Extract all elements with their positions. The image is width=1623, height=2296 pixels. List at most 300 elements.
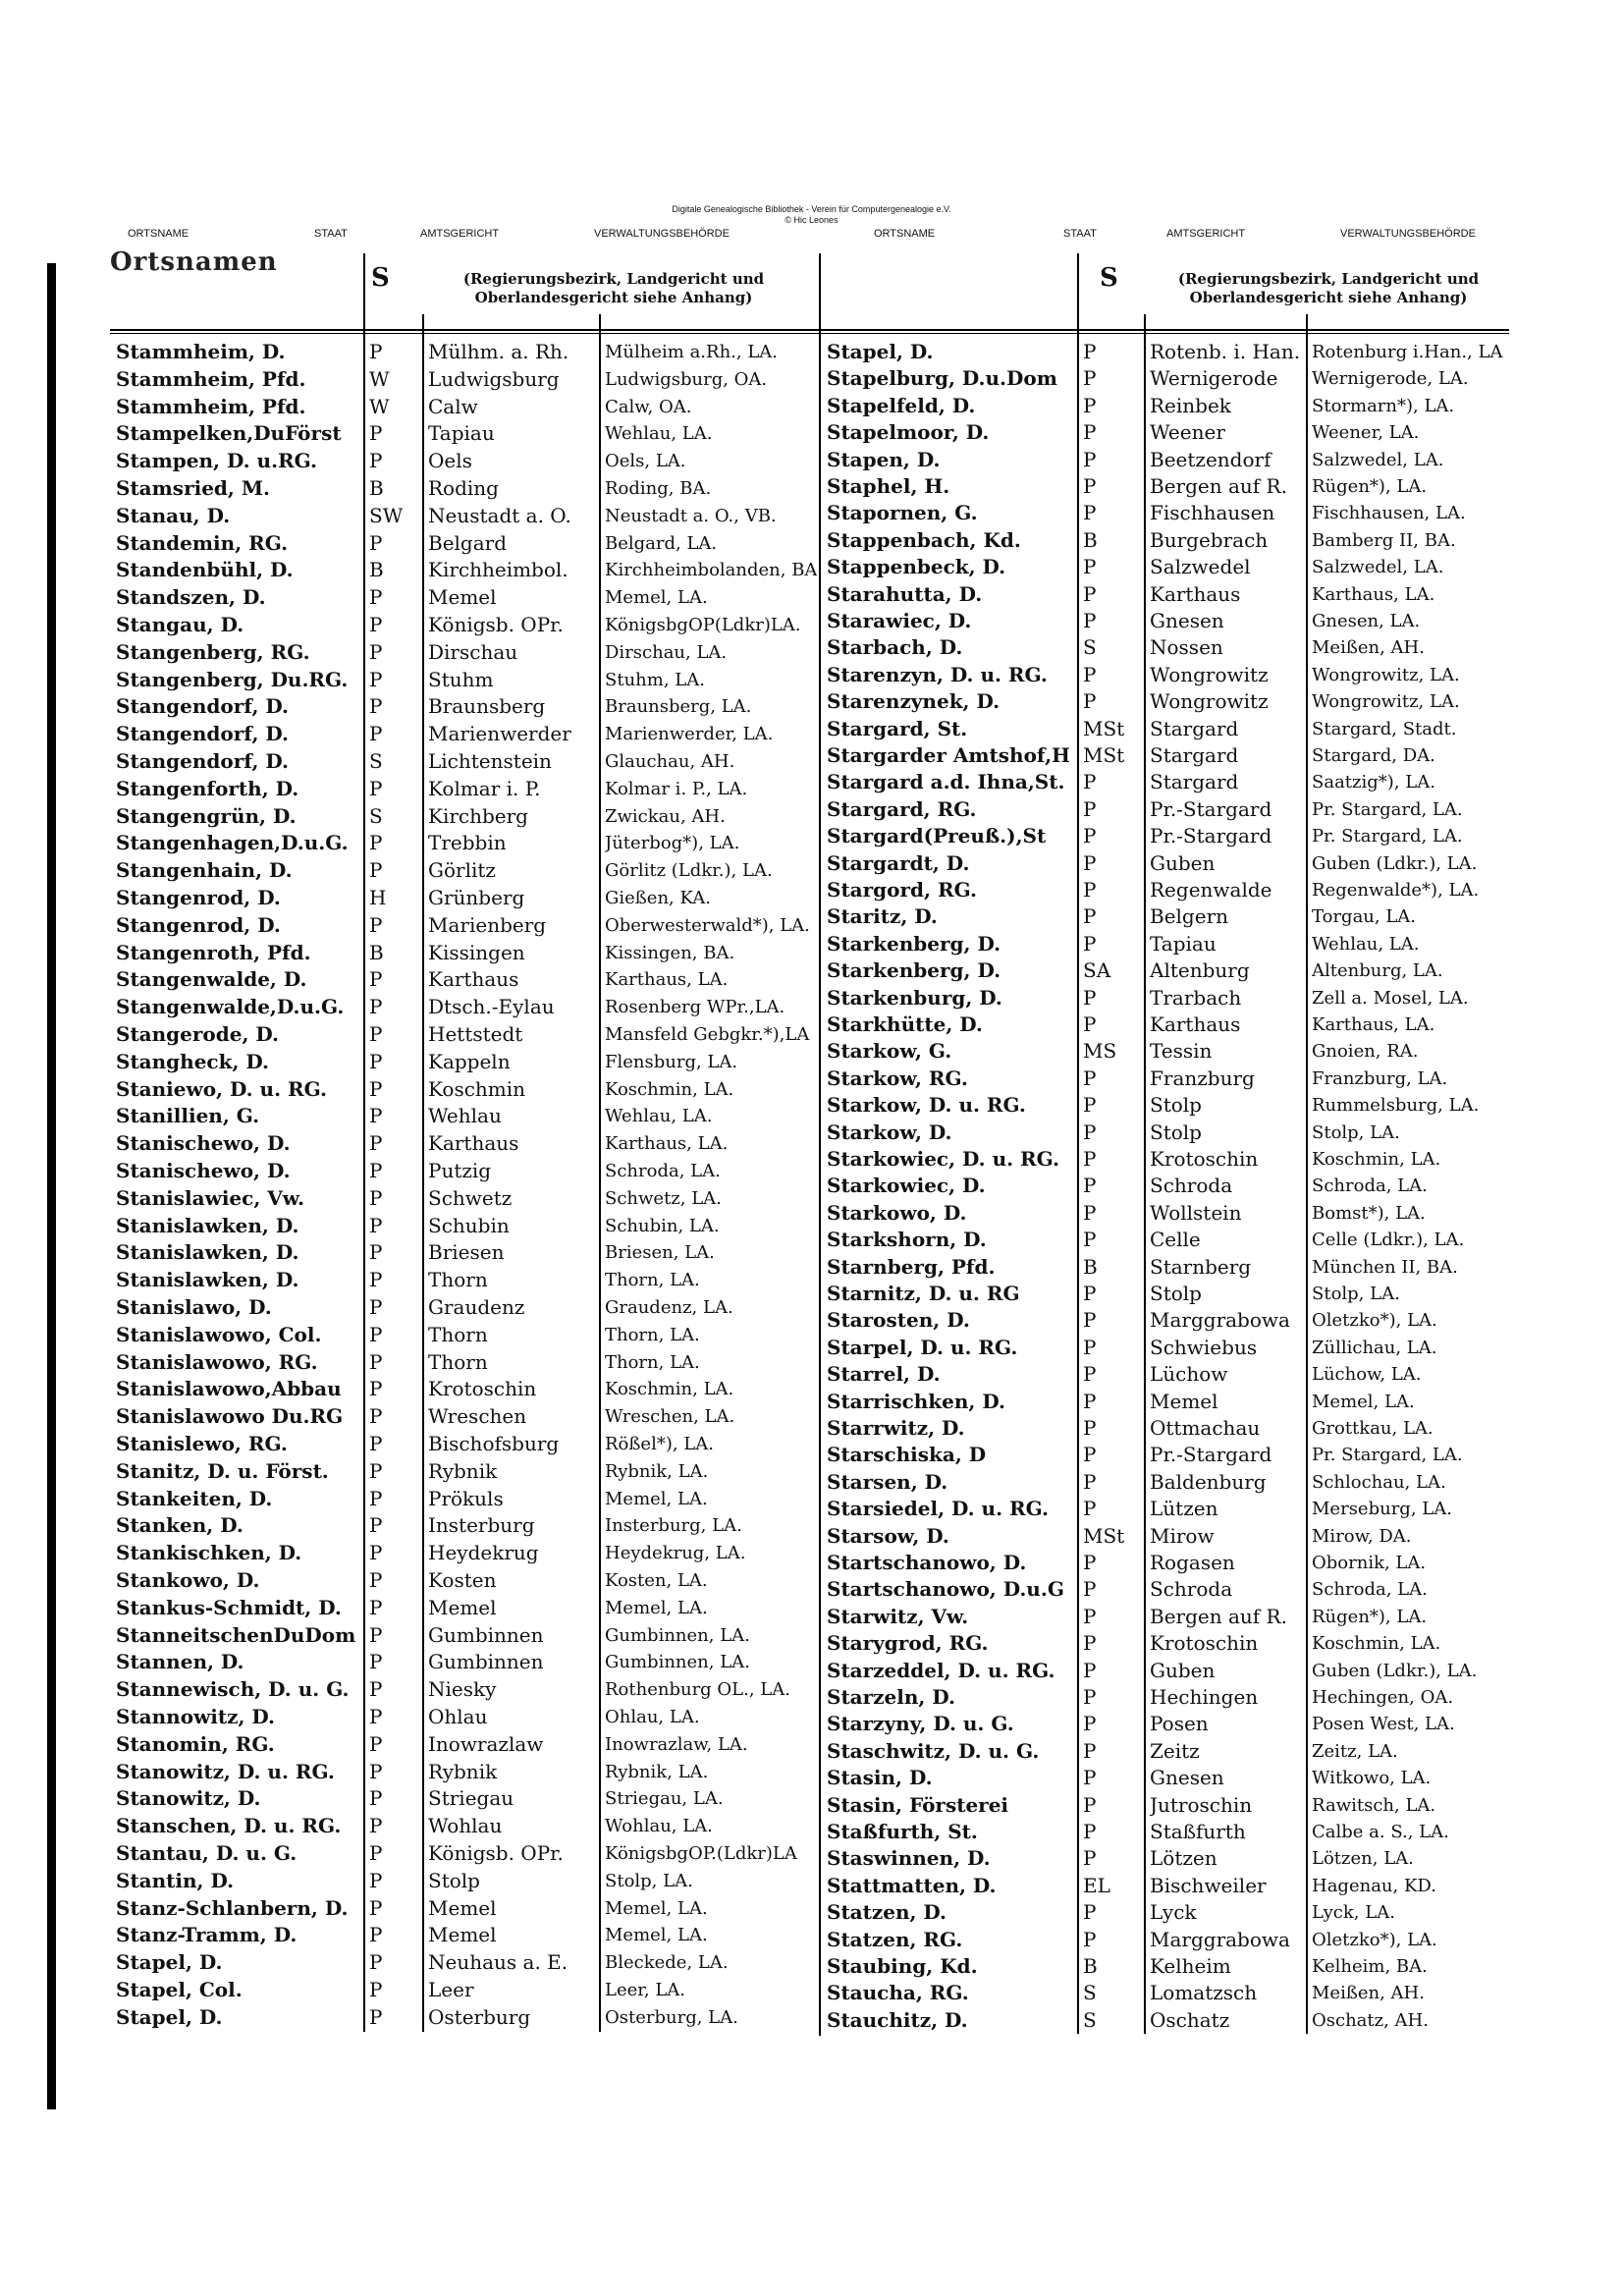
amtsgericht-cell: Marienberg [428,912,547,937]
verwaltungsbehoerde-cell: Belgard, LA. [605,532,718,554]
verwaltungsbehoerde-cell: Pr. Stargard, LA. [1312,826,1463,847]
table-row [821,527,1512,554]
amtsgericht-cell: Posen [1150,1712,1209,1736]
table-row [110,1676,819,1703]
ortsname-cell: Stangendorf, D. [116,749,289,773]
staat-cell: P [1083,1712,1097,1736]
amtsgericht-cell: Rotenb. i. Han. [1150,340,1301,363]
table-row [821,1765,1512,1791]
verwaltungsbehoerde-cell: Mülheim a.Rh., LA. [605,342,779,362]
amtsgericht-cell: Lüchow [1150,1362,1228,1387]
verwaltungsbehoerde-cell: Fischhausen, LA. [1312,503,1466,524]
table-row [821,1011,1512,1038]
ortsname-cell: Statzen, RG. [827,1927,963,1951]
staat-cell: P [369,1486,383,1510]
staat-cell: P [369,1541,383,1565]
table-row [110,693,819,720]
staat-cell: P [1083,1228,1097,1252]
staat-cell: P [369,1076,383,1101]
amtsgericht-cell: Stargard [1150,743,1239,767]
ortsname-cell: Stasin, D. [827,1766,933,1790]
amtsgericht-cell: Osterburg [428,2004,531,2029]
staat-cell: S [369,749,383,773]
ortsname-cell: Starkow, D. [827,1120,952,1144]
amtsgericht-cell: Pr.-Stargard [1150,824,1272,848]
amtsgericht-cell: Beetzendorf [1150,447,1271,471]
verwaltungsbehoerde-cell: Kissingen, BA. [605,942,735,963]
staat-cell: P [369,1786,383,1811]
ortsname-cell: Starkowiec, D. u. RG. [827,1147,1059,1171]
table-row [821,1792,1512,1819]
table-row [821,1550,1512,1576]
staat-cell: P [369,1404,383,1429]
ortsname-cell: Stargarder Amtshof,H [827,743,1070,767]
verwaltungsbehoerde-cell: Memel, LA. [605,587,708,609]
staat-cell: MSt [1083,743,1125,767]
amtsgericht-cell: Thorn [428,1322,488,1346]
ortsname-cell: Stargard, St. [827,716,968,740]
amtsgericht-cell: Marienwerder [428,722,571,746]
table-row [821,1038,1512,1065]
amtsgericht-cell: Weener [1150,420,1225,445]
verwaltungsbehoerde-cell: Rybnik, LA. [605,1460,709,1482]
staat-cell: P [1083,1738,1097,1763]
verwaltungsbehoerde-cell: Lüchow, LA. [1312,1364,1422,1386]
ortsname-cell: Stangau, D. [116,613,244,636]
table-row [110,475,819,502]
verwaltungsbehoerde-cell: Koschmin, LA. [1312,1633,1441,1655]
amtsgericht-cell: Kosten [428,1568,497,1592]
ortsname-cell: Stargard(Preuß.),St [827,824,1047,848]
staat-cell: P [1083,1335,1097,1359]
verwaltungsbehoerde-cell: Kolmar i. P., LA. [605,778,748,799]
amtsgericht-cell: Wongrowitz [1150,662,1269,686]
verwaltungsbehoerde-cell: Memel, LA. [605,1488,708,1509]
amtsgericht-cell: Gnesen [1150,609,1224,632]
table-row [821,823,1512,849]
ortsname-cell: Starzeln, D. [827,1685,955,1709]
amtsgericht-cell: Schroda [1150,1577,1233,1602]
amtsgericht-cell: Roding [428,476,499,500]
staat-cell: P [369,1159,383,1182]
amtsgericht-cell: Görlitz [428,858,496,883]
table-row [110,1785,819,1812]
ortsname-cell: Starawiec, D. [827,609,972,632]
ortsname-cell: Stanislawowo, Col. [116,1322,322,1346]
amtsgericht-cell: Stolp [1150,1093,1202,1118]
table-row [821,1120,1512,1146]
amtsgericht-cell: Dtsch.-Eylau [428,995,555,1019]
table-row [110,1403,819,1430]
amtsgericht-cell: Rybnik [428,1458,498,1483]
table-row [110,1949,819,1976]
ortsname-cell: Stargard, RG. [827,796,977,821]
staat-cell: P [1083,1497,1097,1521]
table-row [821,1092,1512,1119]
amtsgericht-cell: Hettstedt [428,1022,523,1046]
staat-cell: P [369,1841,383,1865]
table-row [110,339,819,365]
amtsgericht-cell: Gumbinnen [428,1622,544,1647]
amtsgericht-cell: Schwetz [428,1185,513,1210]
verwaltungsbehoerde-cell: Stargard, DA. [1312,745,1435,766]
verwaltungsbehoerde-cell: Meißen, AH. [1312,637,1425,659]
digital-library-credit [0,204,1623,226]
table-row [110,1567,819,1594]
header-note-right: (Regierungsbezirk, Landgericht und Oberlandesgericht siehe Anhang) [1177,270,1480,306]
staat-cell: P [369,1731,383,1756]
ortsname-cell: Stangenberg, RG. [116,639,310,664]
ortsname-cell: Starenzynek, D. [827,689,1001,714]
amtsgericht-cell: Putzig [428,1159,492,1182]
label-amtsgericht-left: AMTSGERICHT [420,228,500,240]
verwaltungsbehoerde-cell: Guben (Ldkr.), LA. [1312,852,1478,874]
verwaltungsbehoerde-cell: KönigsbgOP.(Ldkr)LA [605,1843,797,1864]
amtsgericht-cell: Burgebrach [1150,527,1269,552]
verwaltungsbehoerde-cell: Gnoien, RA. [1312,1041,1419,1063]
verwaltungsbehoerde-cell: KönigsbgOP(Ldkr)LA. [605,615,801,635]
ortsname-cell: Stanislawowo, RG. [116,1349,318,1374]
table-row [110,1349,819,1376]
staat-cell: P [369,1295,383,1319]
amtsgericht-cell: Memel [428,1595,497,1619]
staat-cell: P [369,585,383,610]
table-row [821,769,1512,795]
ortsname-cell: Stanislawken, D. [116,1213,299,1237]
staat-cell: P [1083,1900,1097,1925]
verwaltungsbehoerde-cell: Karthaus, LA. [1312,1014,1435,1035]
ortsname-cell: Starkow, G. [827,1039,952,1064]
staat-header-symbol-right: S [1100,263,1118,293]
ortsname-cell: Starzeddel, D. u. RG. [827,1658,1055,1682]
verwaltungsbehoerde-cell: Koschmin, LA. [605,1379,734,1400]
verwaltungsbehoerde-cell: Rybnik, LA. [605,1761,709,1782]
amtsgericht-cell: Stolp [1150,1282,1202,1305]
table-row [110,584,819,611]
staat-cell: P [1083,609,1097,632]
ortsname-cell: Starrel, D. [827,1362,941,1387]
amtsgericht-cell: Pr.-Stargard [1150,1443,1272,1467]
amtsgericht-cell: Königsb. OPr. [428,613,564,636]
table-row [821,1415,1512,1442]
table-row [110,639,819,666]
verwaltungsbehoerde-cell: Bleckede, LA. [605,1952,729,1974]
staat-cell: P [1083,1846,1097,1871]
verwaltungsbehoerde-cell: Stolp, LA. [605,1870,693,1891]
staat-cell: P [369,1568,383,1592]
label-verwaltung-right: VERWALTUNGSBEHÖRDE [1340,228,1476,240]
ortsname-cell: Standszen, D. [116,585,266,610]
verwaltungsbehoerde-cell: Gumbinnen, LA. [605,1652,750,1673]
ortsname-cell: Stangenberg, Du.RG. [116,667,349,691]
table-row [821,1523,1512,1550]
amtsgericht-cell: Lyck [1150,1900,1197,1925]
ortsname-cell: Stapel, D. [116,2004,223,2029]
staat-cell: P [1083,1685,1097,1709]
staat-cell: P [1083,662,1097,686]
amtsgericht-cell: Pr.-Stargard [1150,796,1272,821]
table-row [110,1622,819,1649]
verwaltungsbehoerde-cell: Graudenz, LA. [605,1297,733,1318]
ortsname-cell: Staubing, Kd. [827,1954,978,1978]
table-row [110,1458,819,1485]
staat-cell: P [1083,931,1097,956]
ortsname-cell: Stanschen, D. u. RG. [116,1814,342,1838]
verwaltungsbehoerde-cell: Karthaus, LA. [605,969,729,991]
label-verwaltung-left: VERWALTUNGSBEHÖRDE [594,228,730,240]
amtsgericht-cell: Oschatz [1150,2007,1230,2032]
verwaltungsbehoerde-cell: Striegau, LA. [605,1788,724,1810]
amtsgericht-cell: Wernigerode [1150,366,1278,391]
verwaltungsbehoerde-cell: Posen West, LA. [1312,1714,1455,1735]
amtsgericht-cell: Lützen [1150,1497,1218,1521]
table-row [821,2007,1512,2034]
table-row [110,1049,819,1075]
staat-cell: P [1083,581,1097,606]
table-row [110,366,819,393]
verwaltungsbehoerde-cell: Inowrazlaw, LA. [605,1733,748,1755]
staat-cell: P [369,1213,383,1237]
staat-cell: P [1083,1604,1097,1628]
ortsname-cell: Stanau, D. [116,503,231,527]
table-row [821,1604,1512,1630]
verwaltungsbehoerde-cell: Salzwedel, LA. [1312,557,1444,578]
verwaltungsbehoerde-cell: Schroda, LA. [605,1161,721,1181]
verwaltungsbehoerde-cell: Thorn, LA. [605,1351,700,1373]
verwaltungsbehoerde-cell: Insterburg, LA. [605,1515,742,1537]
staat-cell: P [369,1104,383,1128]
staat-cell: P [369,1622,383,1647]
ortsname-cell: Stanken, D. [116,1513,243,1538]
ortsname-cell: Stantin, D. [116,1868,235,1892]
amtsgericht-cell: Insterburg [428,1513,535,1538]
table-row [821,1684,1512,1711]
verwaltungsbehoerde-cell: Mirow, DA. [1312,1525,1412,1547]
amtsgericht-cell: Neustadt a. O. [428,503,571,527]
ortsname-cell: Stankowo, D. [116,1568,260,1592]
verwaltungsbehoerde-cell: Briesen, LA. [605,1242,715,1264]
verwaltungsbehoerde-cell: Altenburg, LA. [1312,960,1443,982]
staat-cell: P [1083,447,1097,471]
staat-cell: P [1083,1443,1097,1467]
ortsname-cell: Stangenrod, D. [116,912,281,937]
staat-cell: P [369,1049,383,1073]
ortsname-cell: Starnitz, D. u. RG [827,1282,1020,1305]
staat-cell: H [369,886,387,909]
staat-cell: P [1083,340,1097,363]
staat-cell: P [369,1432,383,1455]
verwaltungsbehoerde-cell: Lyck, LA. [1312,1902,1395,1924]
staat-cell: P [1083,1820,1097,1843]
amtsgericht-cell: Grünberg [428,886,525,909]
amtsgericht-cell: Königsb. OPr. [428,1841,564,1865]
staat-cell: P [369,1759,383,1783]
ortsname-cell: Stappenbeck, D. [827,555,1006,579]
amtsgericht-cell: Salzwedel [1150,555,1251,579]
ortsname-cell: Starrischken, D. [827,1389,1005,1413]
table-row [821,1200,1512,1227]
amtsgericht-cell: Ohlau [428,1705,488,1728]
table-row [821,365,1512,392]
staat-cell: B [369,940,384,964]
amtsgericht-cell: Stargard [1150,716,1239,740]
amtsgericht-cell: Stolp [1150,1120,1202,1144]
ortsname-cell: Stanislawowo,Abbau [116,1377,342,1401]
amtsgericht-cell: Ottmachau [1150,1416,1261,1440]
table-row [821,608,1512,634]
table-row [110,1922,819,1948]
ortsname-cell: Starkow, RG. [827,1066,968,1090]
ortsname-cell: Stangenhain, D. [116,858,293,883]
table-row [110,503,819,529]
amtsgericht-cell: Altenburg [1150,958,1250,983]
amtsgericht-cell: Calw [428,394,478,418]
table-row [821,419,1512,446]
verwaltungsbehoerde-cell: Oletzko*), LA. [1312,1929,1437,1950]
table-row [821,1254,1512,1281]
table-row [821,1442,1512,1468]
ortsname-cell: Starrwitz, D. [827,1416,965,1440]
ortsname-cell: Starpel, D. u. RG. [827,1335,1018,1359]
ortsname-cell: Staniewo, D. u. RG. [116,1076,327,1101]
table-row [821,742,1512,769]
ortsname-cell: Starkowiec, D. [827,1174,986,1198]
table-row [110,557,819,583]
verwaltungsbehoerde-cell: Celle (Ldkr.), LA. [1312,1230,1465,1251]
staat-header-symbol-left: S [371,263,390,293]
verwaltungsbehoerde-cell: Rotenburg i.Han., LA [1312,342,1503,362]
amtsgericht-cell: Tapiau [1150,931,1217,956]
staat-cell: P [1083,1389,1097,1413]
ortsname-cell: Stanislawiec, Vw. [116,1185,304,1210]
verwaltungsbehoerde-cell: Franzburg, LA. [1312,1067,1448,1089]
label-amtsgericht-right: AMTSGERICHT [1166,228,1246,240]
table-row [821,581,1512,608]
amtsgericht-cell: Memel [428,1923,497,1947]
credit-line-1: Digitale Genealogische Bibliothek - Verein für Computergenealogie e.V. [672,204,951,214]
verwaltungsbehoerde-cell: Ohlau, LA. [605,1707,700,1727]
staat-cell: W [369,366,390,391]
ortsname-cell: Stannen, D. [116,1650,244,1674]
amtsgericht-cell: Bergen auf R. [1150,1604,1287,1628]
amtsgericht-cell: Thorn [428,1268,488,1292]
ortsname-cell: Starnberg, Pfd. [827,1254,996,1279]
verwaltungsbehoerde-cell: Saatzig*), LA. [1312,772,1435,793]
ortsname-cell: Stapel, D. [827,340,934,363]
table-row [821,339,1512,365]
staat-cell: P [369,1349,383,1374]
table-row [110,885,819,911]
table-row [110,612,819,638]
staat-cell: P [1083,1147,1097,1171]
table-row [821,1281,1512,1307]
staat-cell: P [369,1868,383,1892]
table-row [821,931,1512,957]
verwaltungsbehoerde-cell: Glauchau, AH. [605,751,735,772]
staat-cell: B [1083,527,1098,552]
table-row [821,1173,1512,1199]
amtsgericht-cell: Regenwalde [1150,878,1272,902]
table-row [821,1927,1512,1953]
ortsname-cell: Stangerode, D. [116,1022,279,1046]
table-row [821,1066,1512,1092]
verwaltungsbehoerde-cell: Wongrowitz, LA. [1312,664,1460,685]
staat-cell: P [1083,770,1097,794]
amtsgericht-cell: Prökuls [428,1486,504,1510]
verwaltungsbehoerde-cell: Pr. Stargard, LA. [1312,1445,1463,1466]
amtsgericht-cell: Belgern [1150,904,1229,929]
label-staat-left: STAAT [314,228,348,240]
table-row [110,667,819,693]
amtsgericht-cell: Guben [1150,1658,1216,1682]
verwaltungsbehoerde-cell: Rößel*), LA. [605,1434,714,1454]
staat-cell: SA [1083,958,1111,983]
header-fragment-left: Ortsnamen [110,247,278,277]
staat-cell: P [369,1513,383,1538]
staat-cell: P [369,1895,383,1920]
staat-cell: P [1083,1093,1097,1118]
table-row [110,1649,819,1675]
staat-cell: P [369,1978,383,2001]
ortsname-cell: Stapel, D. [116,1950,223,1975]
ortsname-cell: Stangenrod, D. [116,886,281,909]
verwaltungsbehoerde-cell: Calbe a. S., LA. [1312,1822,1449,1842]
staat-cell: P [1083,1631,1097,1656]
amtsgericht-cell: Bischweiler [1150,1873,1267,1897]
staat-cell: P [369,1131,383,1156]
verwaltungsbehoerde-cell: Zwickau, AH. [605,805,726,827]
amtsgericht-cell: Schubin [428,1213,510,1237]
verwaltungsbehoerde-cell: Bomst*), LA. [1312,1202,1426,1224]
staat-cell: P [1083,689,1097,714]
amtsgericht-cell: Schroda [1150,1174,1233,1198]
verwaltungsbehoerde-cell: Wehlau, LA. [605,1106,713,1127]
verwaltungsbehoerde-cell: Jüterbog*), LA. [605,833,740,854]
ortsname-cell: Startschanowo, D.u.G [827,1577,1064,1602]
table-row [110,1431,819,1457]
table-row [110,1868,819,1894]
ortsname-cell: Stapen, D. [827,447,941,471]
amtsgericht-cell: Kappeln [428,1049,511,1073]
table-row [110,1977,819,2003]
amtsgericht-cell: Wongrowitz [1150,689,1269,714]
table-row [110,1185,819,1212]
ortsname-cell: Stanomin, RG. [116,1731,275,1756]
table-row [821,1389,1512,1415]
verwaltungsbehoerde-cell: Salzwedel, LA. [1312,449,1444,470]
ortsname-cell: Starwitz, Vw. [827,1604,969,1628]
amtsgericht-cell: Kirchheimbol. [428,558,568,582]
staat-cell: P [1083,824,1097,848]
table-row [821,1469,1512,1496]
staat-cell: EL [1083,1873,1110,1897]
amtsgericht-cell: Starnberg [1150,1254,1252,1279]
staat-cell: P [369,421,383,446]
amtsgericht-cell: Ludwigsburg [428,366,560,391]
table-row [821,1361,1512,1388]
amtsgericht-cell: Thorn [428,1349,488,1374]
amtsgericht-cell: Bischofsburg [428,1432,560,1455]
table-row [110,1486,819,1512]
amtsgericht-cell: Rogasen [1150,1551,1235,1574]
amtsgericht-cell: Mirow [1150,1523,1215,1548]
staat-cell: P [1083,1792,1097,1817]
staat-cell: P [369,530,383,555]
ortsname-cell: Stangenroth, Pfd. [116,940,311,964]
table-row [821,447,1512,473]
table-row [110,912,819,939]
verwaltungsbehoerde-cell: Wehlau, LA. [605,423,713,445]
